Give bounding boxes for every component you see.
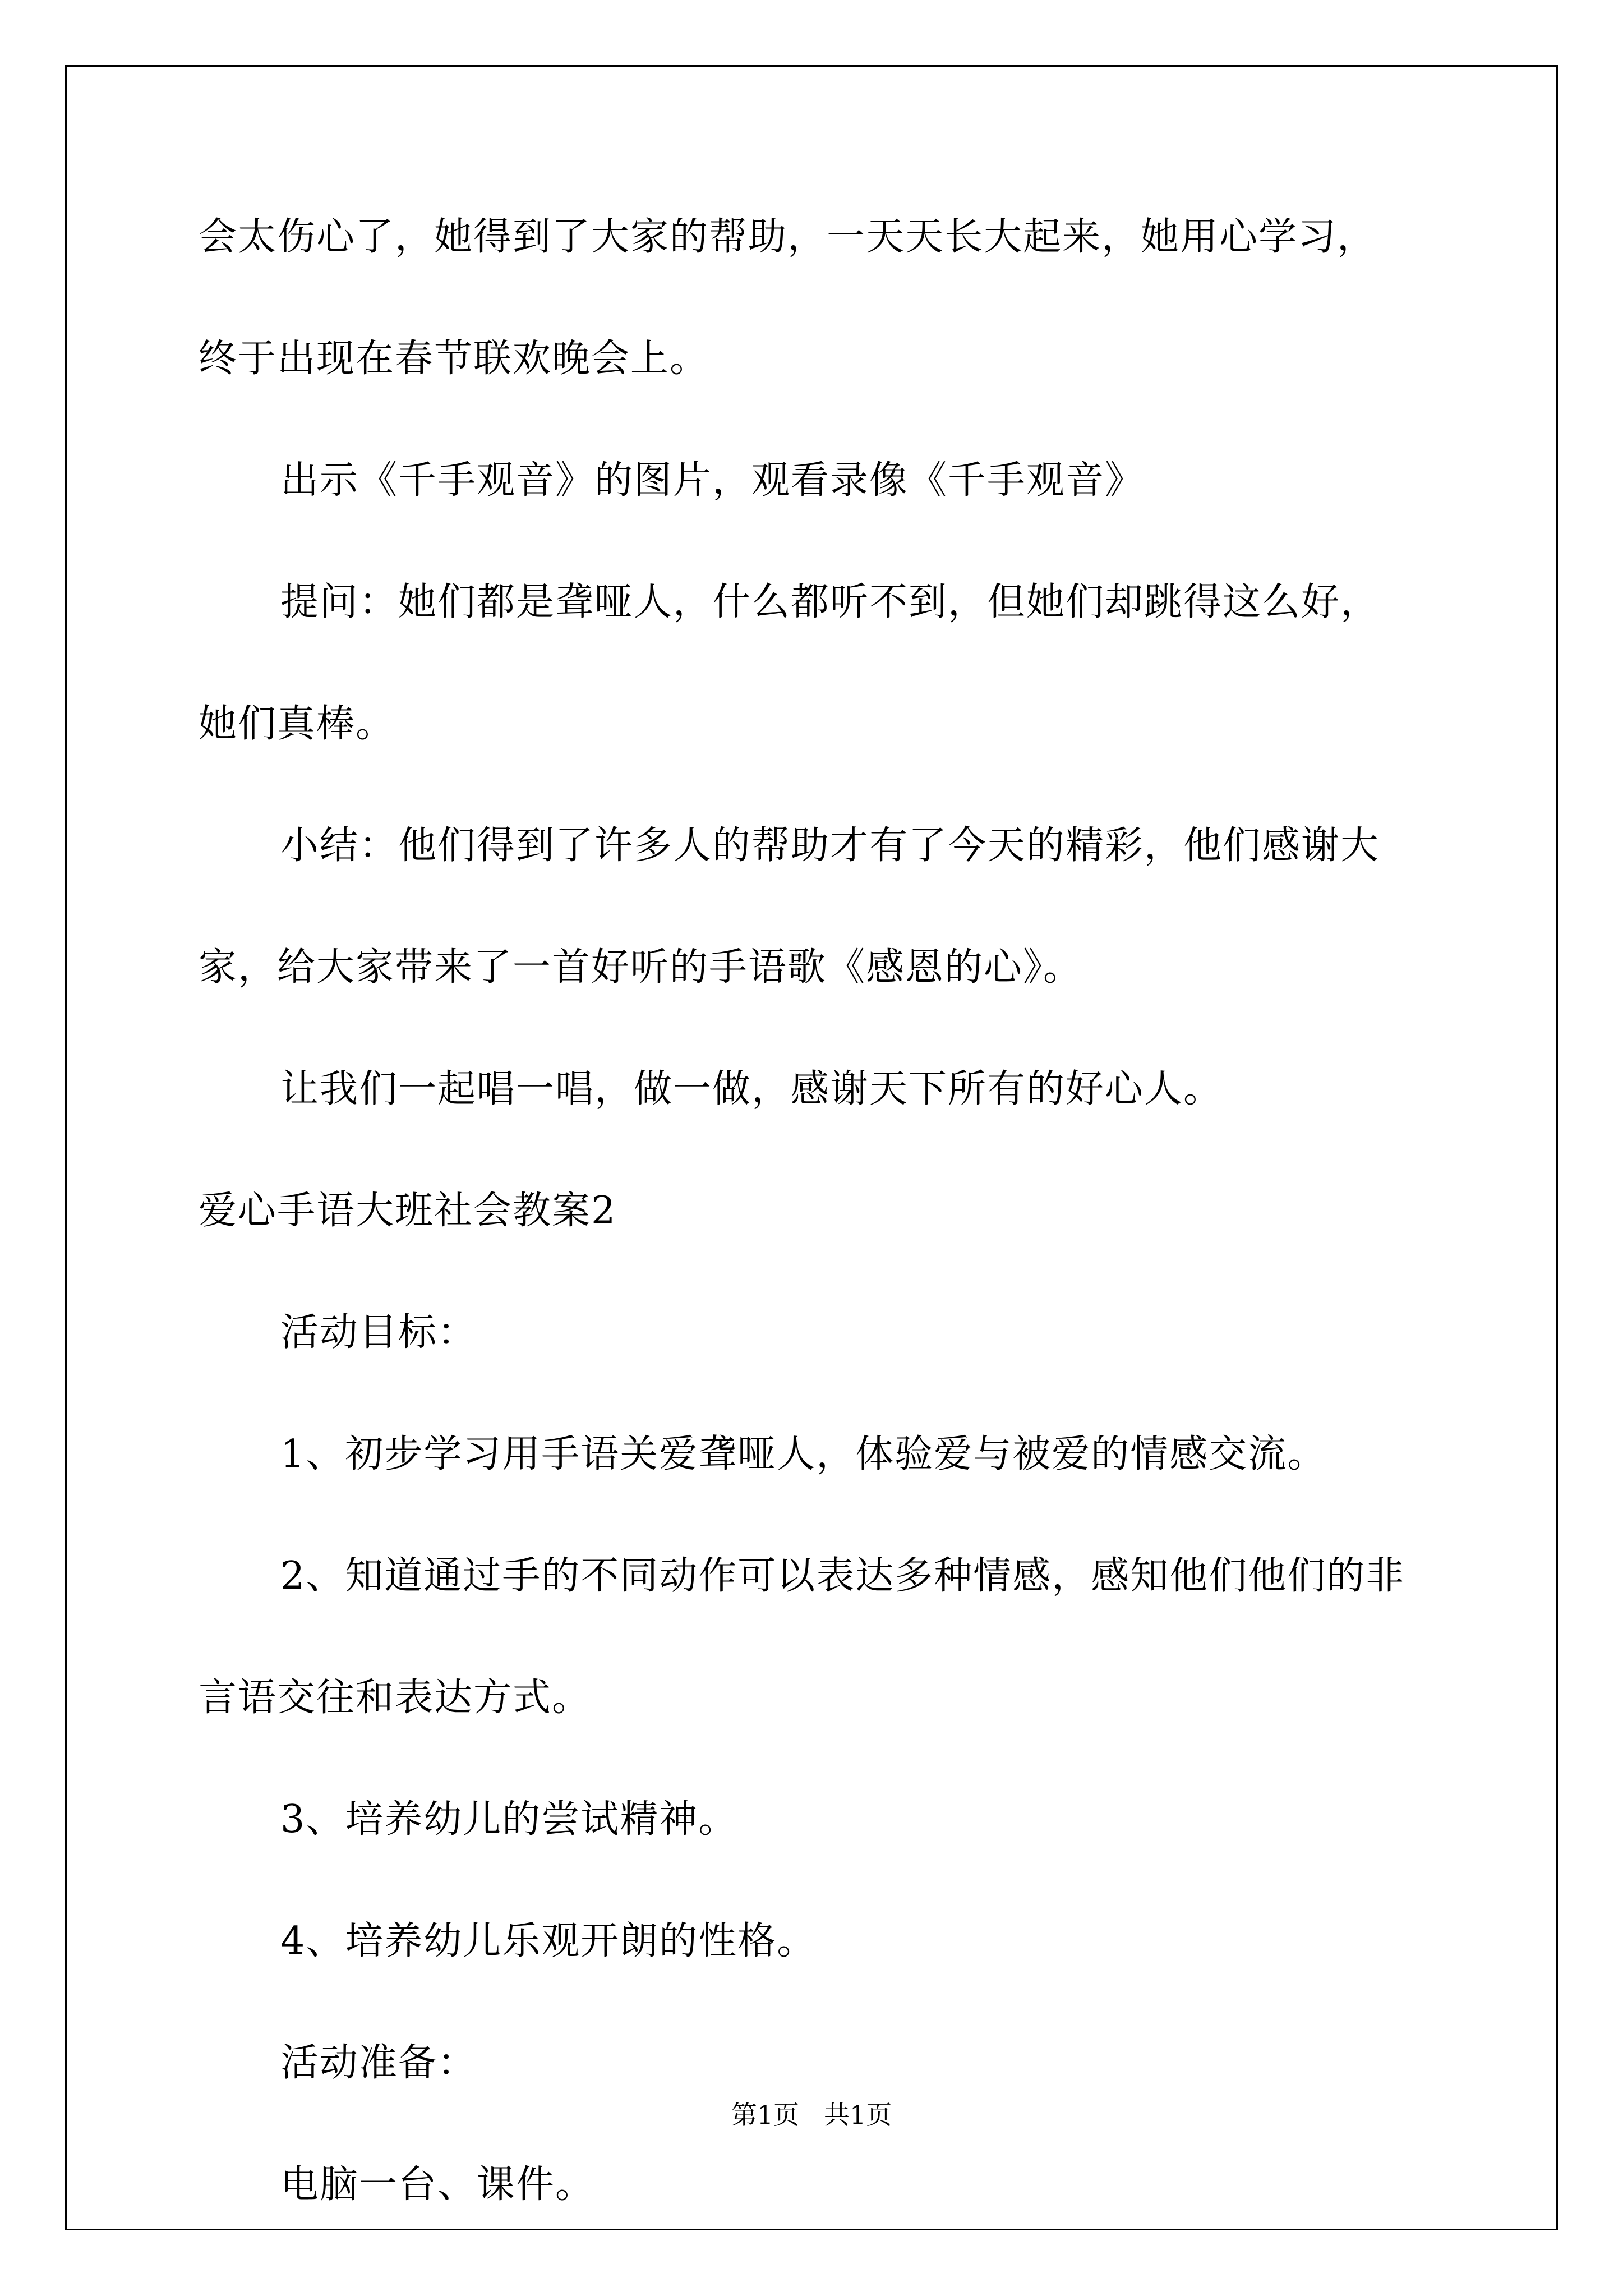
paragraph-line: 活动准备： — [280, 2041, 477, 2085]
page-total: 共1页 — [824, 2100, 892, 2130]
paragraph-line: 出示《千手观音》的图片，观看录像《千手观音》 — [280, 458, 1145, 503]
paragraph-line: 电脑一台、课件。 — [280, 2162, 595, 2207]
paragraph-line: 小结：他们得到了许多人的帮助才有了今天的精彩，他们感谢大 — [280, 823, 1380, 868]
paragraph-line: 会太伤心了，她得到了大家的帮助，一天天长大起来，她用心学习， — [199, 215, 1377, 259]
paragraph-line: 3、培养幼儿的尝试精神。 — [280, 1797, 738, 1842]
paragraph-line: 4、培养幼儿乐观开朗的性格。 — [280, 1919, 817, 1963]
paragraph-line: 她们真棒。 — [199, 702, 395, 746]
section-heading: 爱心手语大班社会教案2 — [199, 1189, 617, 1233]
paragraph-line: 言语交往和表达方式。 — [199, 1676, 592, 1720]
paragraph-line: 活动目标： — [280, 1310, 477, 1355]
paragraph-line: 1、初步学习用手语关爱聋哑人，体验爱与被爱的情感交流。 — [280, 1432, 1327, 1476]
page-number: 第1页 — [731, 2100, 799, 2130]
paragraph-line: 2、知道通过手的不同动作可以表达多种情感，感知他们他们的非 — [280, 1554, 1405, 1598]
paragraph-line: 提问：她们都是聋哑人，什么都听不到，但她们却跳得这么好， — [280, 580, 1380, 624]
paragraph-line: 家，给大家带来了一首好听的手语歌《感恩的心》。 — [199, 945, 1083, 990]
paragraph-line: 终于出现在春节联欢晚会上。 — [199, 337, 709, 381]
paragraph-line: 让我们一起唱一唱，做一做，感谢天下所有的好心人。 — [280, 1067, 1223, 1111]
page-footer — [0, 2098, 1623, 2132]
page-frame — [65, 65, 1558, 2230]
